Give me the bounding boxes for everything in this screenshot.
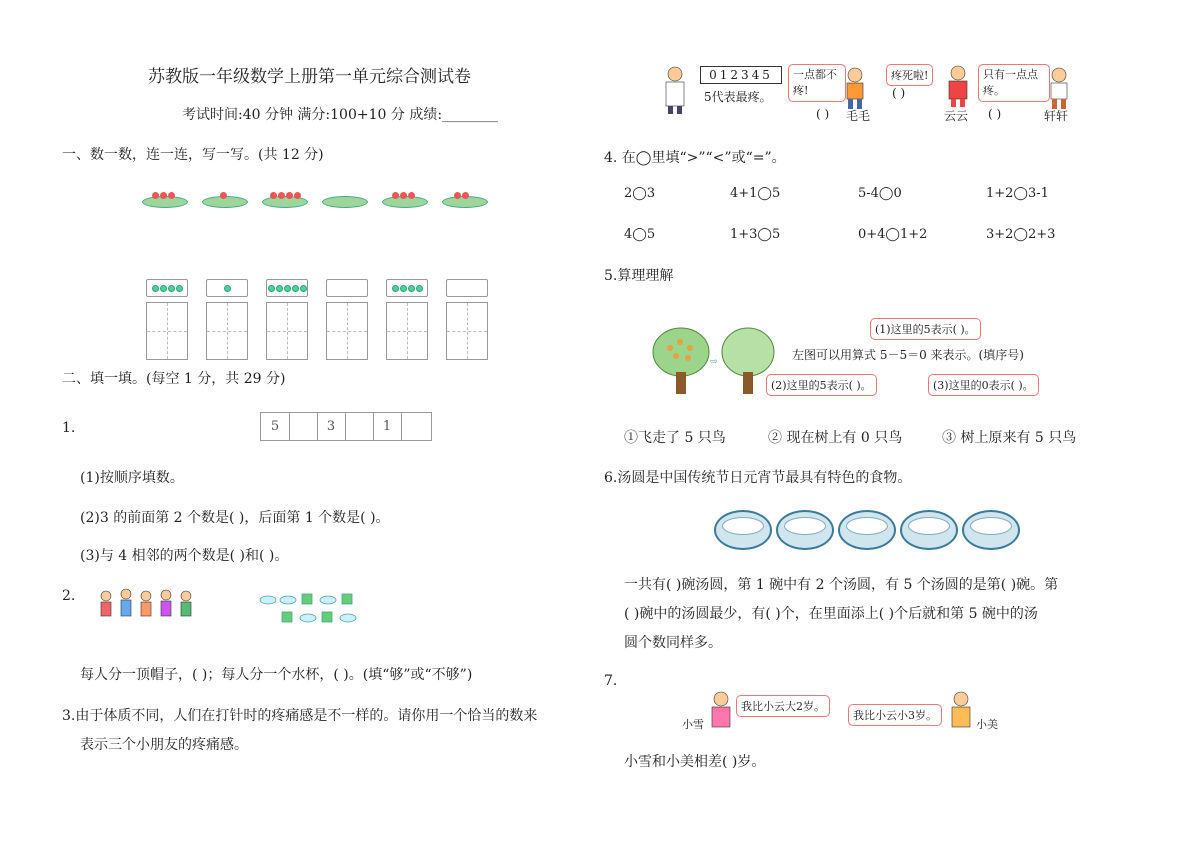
q7-text: 小雪和小美相差( )岁。 [624,754,766,770]
bowl-2 [776,510,834,550]
yunyun-illustration [944,64,972,108]
apple [286,192,293,199]
paren-maomao[interactable]: ( ) [816,107,830,121]
seq-cell[interactable] [289,413,318,440]
name-xuanxuan: 轩轩 [1044,109,1069,123]
q5-option3: ③ 树上原来有 5 只鸟 [942,430,1077,446]
q5-option2: ② 现在树上有 0 只鸟 [768,430,903,446]
compare-item[interactable]: 4◯5 [624,227,656,242]
write-box-1[interactable] [146,302,188,360]
q7-bubble2: 我比小云小3岁。 [848,704,942,726]
q2-number: 2. [62,588,76,604]
write-box-6[interactable] [446,302,488,360]
number-sequence-cells [260,412,432,441]
paren-yunyun[interactable]: ( ) [892,86,906,100]
q1-part1: (1)按顺序填数。 [80,470,184,486]
apple [168,192,175,199]
name-maomao: 毛毛 [846,109,871,123]
children-illustration [98,586,198,630]
compare-item[interactable]: 3+2◯2+3 [986,227,1056,242]
q5-bubble3: (3)这里的0表示( )。 [928,374,1039,396]
doctor-illustration [660,64,690,116]
dot-box-4 [326,279,368,297]
compare-item[interactable]: 4+1◯5 [730,186,781,201]
write-box-3[interactable] [266,302,308,360]
seq-cell[interactable] [401,413,430,440]
q5-bubble2: (2)这里的5表示( )。 [766,374,877,396]
ruler-caption: 5代表最疼。 [704,90,772,104]
xuanxuan-illustration [1046,66,1072,110]
svg-text:⇨: ⇨ [710,357,718,367]
apple [220,192,227,199]
q1-part2: (2)3 的前面第 2 个数是( )，后面第 1 个数是( )。 [80,510,390,526]
xiaomei-illustration [948,690,974,730]
q6-line1: 一共有( )碗汤圆，第 1 碗中有 2 个汤圆，有 5 个汤圆的是第( )碗。第 [624,577,1059,593]
apple [270,192,277,199]
bowl-5 [962,510,1020,550]
write-box-4[interactable] [326,302,368,360]
hats-cups-illustration [258,590,368,626]
dot-box-1 [146,279,188,297]
dot-box-6 [446,279,488,297]
q5-title: 5.算理理解 [604,268,674,284]
seq-cell: 3 [317,413,346,440]
compare-item[interactable]: 0+4◯1+2 [858,227,928,242]
seq-cell[interactable] [345,413,374,440]
apple [152,192,159,199]
paren-xuanxuan[interactable]: ( ) [988,107,1002,121]
write-box-5[interactable] [386,302,428,360]
exam-info: 考试时间:40 分钟 满分:100+10 分 成绩:________ [182,107,499,123]
compare-item[interactable]: 1+2◯3-1 [986,186,1049,201]
bubble-xuanxuan: 只有一点点疼。 [978,64,1050,102]
plate-3 [262,196,308,208]
q5-option1: ①飞走了 5 只鸟 [624,430,726,446]
q7-number: 7. [604,673,618,689]
dot-box-3 [266,279,308,297]
bowl-4 [900,510,958,550]
compare-item[interactable]: 5-4◯0 [858,186,902,201]
maomao-illustration [842,66,868,110]
apple [294,192,301,199]
section1-heading: 一、数一数，连一连，写一写。(共 12 分) [62,147,324,163]
q1-part3: (3)与 4 相邻的两个数是( )和( )。 [80,548,289,564]
bowl-3 [838,510,896,550]
q7-bubble1: 我比小云大2岁。 [736,695,830,717]
trees-illustration [648,326,778,396]
write-box-2[interactable] [206,302,248,360]
bubble-yunyun: 疼死啦! [886,64,933,86]
plate-4 [322,196,368,208]
q2-text: 每人分一顶帽子，( )；每人分一个水杯，( )。(填“够”或“不够”) [80,667,473,683]
apple [408,192,415,199]
q7-name1: 小雪 [682,718,704,731]
q5-equation-text: 左图可以用算式 5－5＝0 来表示。(填序号) [792,348,1024,362]
q7-name2: 小美 [976,718,998,731]
apple [454,192,461,199]
section2-heading: 二、填一填。(每空 1 分，共 29 分) [62,371,286,387]
compare-item[interactable]: 2◯3 [624,186,656,201]
pain-ruler: 012345 [700,66,782,84]
q3-line1: 3.由于体质不同，人们在打针时的疼痛感是不一样的。请你用一个恰当的数来 [62,708,538,724]
q5-bubble1: (1)这里的5表示( )。 [870,318,981,340]
xiaoxue-illustration [708,690,734,730]
q3-line2: 表示三个小朋友的疼痛感。 [80,737,248,753]
q1-number: 1. [62,420,76,436]
bowl-1 [714,510,772,550]
seq-cell: 1 [373,413,402,440]
name-yunyun: 云云 [944,109,969,123]
bubble-maomao: 一点都不疼! [788,64,846,102]
q6-title: 6.汤圆是中国传统节日元宵节最具有特色的食物。 [604,470,912,486]
apple [462,192,469,199]
apple [392,192,399,199]
compare-item[interactable]: 1+3◯5 [730,227,781,242]
apple [160,192,167,199]
q6-line2: ( )碗中的汤圆最少，有( )个，在里面添上( )个后就和第 5 碗中的汤 [624,606,1038,622]
dot-box-5 [386,279,428,297]
seq-cell: 5 [261,413,290,440]
apple [278,192,285,199]
apple [400,192,407,199]
q6-line3: 圆个数同样多。 [624,635,722,651]
page-title: 苏教版一年级数学上册第一单元综合测试卷 [148,67,471,87]
q4-title: 4. 在◯里填“>”“<”或“=”。 [604,150,786,166]
dot-box-2 [206,279,248,297]
